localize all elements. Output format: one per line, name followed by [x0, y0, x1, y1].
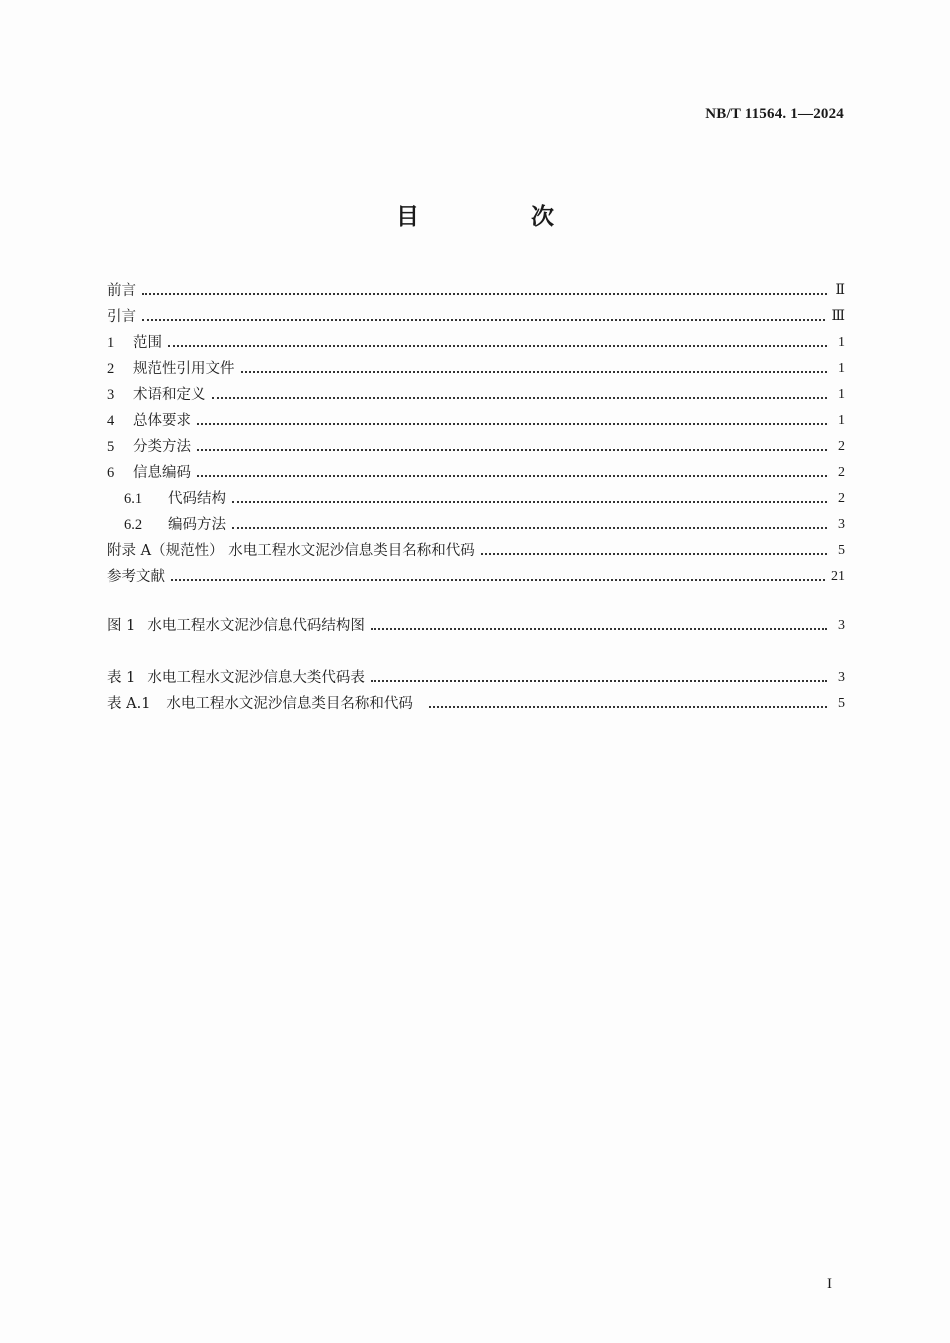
toc-entry-code-structure[interactable] — [107, 483, 845, 509]
toc-entry-label: 信息编码 — [133, 465, 191, 481]
toc-entry-page: 2 — [838, 465, 845, 480]
toc-entry-label: 术语和定义 — [133, 387, 206, 403]
dot-leader — [371, 680, 827, 682]
toc-entry-page: 5 — [838, 543, 845, 558]
page-title: 目 次 — [395, 204, 606, 230]
toc-entry-label: 参考文献 — [107, 569, 165, 585]
toc-entry-label: 代码结构 — [168, 491, 226, 507]
toc-entry-page: 21 — [831, 569, 845, 584]
toc-entry-coding-method[interactable] — [107, 509, 845, 535]
toc-entry-label: 引言 — [107, 309, 136, 325]
dot-leader — [168, 345, 827, 347]
toc-entry-number: 6.1 — [124, 491, 143, 507]
toc-entry-number: 6.2 — [124, 517, 143, 533]
dot-leader — [171, 579, 825, 581]
toc-entry-number: 6 — [107, 465, 115, 481]
toc-entry-label: 水电工程水文泥沙信息类目名称和代码 — [166, 696, 413, 712]
toc-entry-number: 表 A.1 — [107, 696, 151, 712]
toc-main — [107, 275, 845, 587]
dot-leader — [197, 449, 827, 451]
toc-entry-foreword[interactable] — [107, 275, 845, 301]
toc-entry-number: 表 1 — [107, 670, 136, 686]
toc-entry-normative-references[interactable] — [107, 353, 845, 379]
toc-entry-label: 分类方法 — [133, 439, 191, 455]
toc-entry-coding[interactable] — [107, 457, 845, 483]
dot-leader — [481, 553, 827, 555]
toc-entry-page: 1 — [838, 387, 845, 402]
toc-entry-page: 2 — [838, 491, 845, 506]
dot-leader — [197, 423, 827, 425]
toc-entry-label: 附录 A（规范性） 水电工程水文泥沙信息类目名称和代码 — [107, 543, 475, 559]
toc-entry-label: 前言 — [107, 283, 136, 299]
toc-entry-number: 图 1 — [107, 618, 136, 634]
dot-leader — [197, 475, 827, 477]
toc-entry-table-1[interactable] — [107, 662, 845, 688]
toc-entry-general-requirements[interactable] — [107, 405, 845, 431]
toc-entry-annex-a[interactable] — [107, 535, 845, 561]
dot-leader — [142, 293, 827, 295]
toc-entry-label: 水电工程水文泥沙信息代码结构图 — [147, 618, 365, 634]
toc-entry-table-a1[interactable] — [107, 688, 845, 714]
toc-entry-number: 2 — [107, 361, 115, 377]
toc-entry-label: 编码方法 — [168, 517, 226, 533]
toc-entry-page: 3 — [838, 670, 845, 685]
standard-code: NB/T 11564. 1—2024 — [705, 106, 844, 122]
dot-leader — [212, 397, 828, 399]
toc-entry-label: 总体要求 — [133, 413, 191, 429]
toc-entry-page: 5 — [838, 696, 845, 711]
toc-entry-figure-1[interactable] — [107, 610, 845, 636]
dot-leader — [142, 319, 825, 321]
page-number: I — [827, 1276, 832, 1292]
dot-leader — [371, 628, 827, 630]
toc-entry-scope[interactable] — [107, 327, 845, 353]
toc-entry-introduction[interactable] — [107, 301, 845, 327]
toc-entry-label: 范围 — [133, 335, 162, 351]
dot-leader — [429, 706, 827, 708]
toc-entry-page: 3 — [838, 618, 845, 633]
toc-tables — [107, 662, 845, 714]
toc-entry-page: Ⅱ — [835, 283, 845, 298]
toc-figures — [107, 610, 845, 636]
toc-entry-page: 1 — [838, 361, 845, 376]
dot-leader — [232, 501, 827, 503]
toc-entry-number: 3 — [107, 387, 115, 403]
toc-entry-terms[interactable] — [107, 379, 845, 405]
dot-leader — [241, 371, 828, 373]
toc-entry-bibliography[interactable] — [107, 561, 845, 587]
toc-entry-number: 1 — [107, 335, 115, 351]
dot-leader — [232, 527, 827, 529]
toc-entry-label: 水电工程水文泥沙信息大类代码表 — [147, 670, 365, 686]
toc-entry-label: 规范性引用文件 — [133, 361, 235, 377]
toc-entry-page: 1 — [838, 413, 845, 428]
toc-entry-page: 3 — [838, 517, 845, 532]
toc-entry-number: 5 — [107, 439, 115, 455]
toc-entry-page: Ⅲ — [831, 309, 845, 324]
toc-entry-page: 2 — [838, 439, 845, 454]
toc-entry-classification[interactable] — [107, 431, 845, 457]
toc-entry-number: 4 — [107, 413, 115, 429]
toc-entry-page: 1 — [838, 335, 845, 350]
